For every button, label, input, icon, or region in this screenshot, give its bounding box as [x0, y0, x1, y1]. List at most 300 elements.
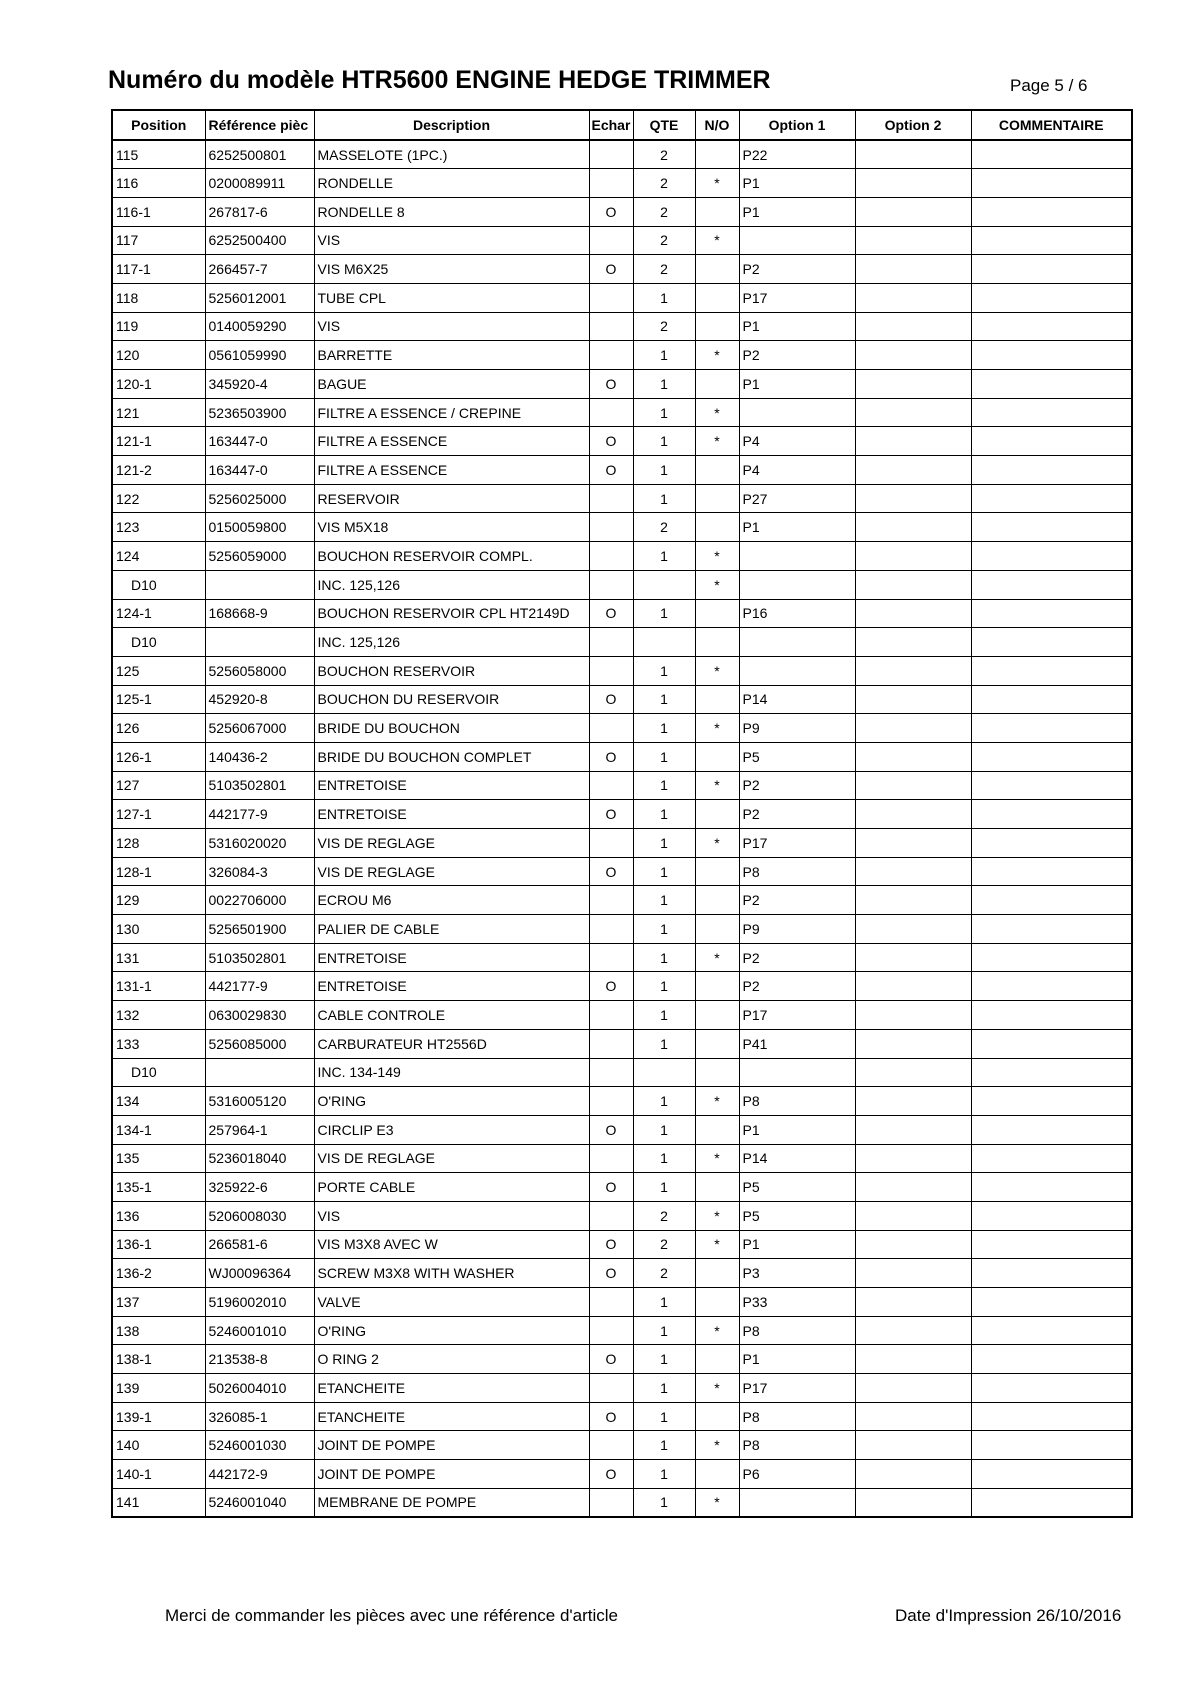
cell-option1: P41 [739, 1029, 855, 1058]
cell-position: 136-1 [112, 1230, 205, 1259]
cell-echange [589, 140, 633, 169]
cell-qte: 1 [633, 656, 695, 685]
cell-option1: P22 [739, 140, 855, 169]
cell-position: 140-1 [112, 1460, 205, 1489]
cell-description: BRIDE DU BOUCHON COMPLET [314, 742, 589, 771]
cell-no [695, 283, 739, 312]
cell-commentaire [971, 656, 1132, 685]
cell-reference: 5103502801 [205, 943, 314, 972]
table-row [112, 1144, 1132, 1173]
cell-no [695, 685, 739, 714]
cell-commentaire [971, 1460, 1132, 1489]
cell-qte: 1 [633, 1144, 695, 1173]
cell-description: CABLE CONTROLE [314, 1001, 589, 1030]
cell-description: VIS DE REGLAGE [314, 1144, 589, 1173]
cell-no: * [695, 656, 739, 685]
cell-option2 [855, 1259, 971, 1288]
cell-description: FILTRE A ESSENCE [314, 427, 589, 456]
cell-no [695, 513, 739, 542]
cell-no: * [695, 943, 739, 972]
cell-no [695, 1460, 739, 1489]
cell-option1: P6 [739, 1460, 855, 1489]
cell-option1: P1 [739, 169, 855, 198]
cell-no: * [695, 341, 739, 370]
table-row [112, 829, 1132, 858]
cell-position: 124-1 [112, 599, 205, 628]
table-row [112, 1345, 1132, 1374]
cell-option2 [855, 742, 971, 771]
cell-reference: 5196002010 [205, 1288, 314, 1317]
cell-option1: P8 [739, 1431, 855, 1460]
cell-reference: 5026004010 [205, 1374, 314, 1403]
cell-description: PALIER DE CABLE [314, 915, 589, 944]
cell-qte: 2 [633, 140, 695, 169]
cell-reference: 5316005120 [205, 1087, 314, 1116]
cell-option2 [855, 1001, 971, 1030]
cell-description: VIS M3X8 AVEC W [314, 1230, 589, 1259]
cell-echange [589, 714, 633, 743]
cell-position: 136 [112, 1201, 205, 1230]
table-row [112, 1431, 1132, 1460]
cell-option1: P1 [739, 1345, 855, 1374]
cell-echange: O [589, 1230, 633, 1259]
cell-reference: 326085-1 [205, 1402, 314, 1431]
table-row [112, 370, 1132, 399]
cell-description: BRIDE DU BOUCHON [314, 714, 589, 743]
cell-commentaire [971, 685, 1132, 714]
cell-qte: 2 [633, 255, 695, 284]
table-row [112, 341, 1132, 370]
table-row [112, 1201, 1132, 1230]
cell-qte: 2 [633, 1259, 695, 1288]
cell-no [695, 1345, 739, 1374]
cell-position: 135-1 [112, 1173, 205, 1202]
cell-commentaire [971, 398, 1132, 427]
cell-commentaire [971, 312, 1132, 341]
cell-echange [589, 1029, 633, 1058]
cell-commentaire [971, 771, 1132, 800]
cell-position: 116-1 [112, 197, 205, 226]
cell-option1: P8 [739, 1316, 855, 1345]
cell-reference: 6252500400 [205, 226, 314, 255]
table-row [112, 656, 1132, 685]
cell-option1: P8 [739, 857, 855, 886]
cell-commentaire [971, 886, 1132, 915]
cell-reference: 257964-1 [205, 1115, 314, 1144]
cell-commentaire [971, 570, 1132, 599]
cell-qte: 1 [633, 398, 695, 427]
cell-option1: P3 [739, 1259, 855, 1288]
cell-echange [589, 943, 633, 972]
table-row [112, 542, 1132, 571]
cell-no: * [695, 1488, 739, 1517]
cell-echange [589, 1058, 633, 1087]
cell-reference: 5103502801 [205, 771, 314, 800]
cell-commentaire [971, 943, 1132, 972]
cell-position: 121-1 [112, 427, 205, 456]
cell-echange: O [589, 800, 633, 829]
cell-reference: 5256058000 [205, 656, 314, 685]
cell-commentaire [971, 1259, 1132, 1288]
cell-option2 [855, 1087, 971, 1116]
cell-option2 [855, 570, 971, 599]
cell-qte [633, 1058, 695, 1087]
table-row [112, 771, 1132, 800]
cell-echange [589, 1288, 633, 1317]
cell-description: JOINT DE POMPE [314, 1431, 589, 1460]
cell-option1 [739, 542, 855, 571]
cell-commentaire [971, 456, 1132, 485]
cell-position: 127 [112, 771, 205, 800]
cell-reference: 266581-6 [205, 1230, 314, 1259]
cell-qte: 1 [633, 1029, 695, 1058]
cell-echange: O [589, 197, 633, 226]
cell-qte: 1 [633, 1345, 695, 1374]
cell-qte: 1 [633, 1288, 695, 1317]
cell-option2 [855, 829, 971, 858]
cell-no [695, 1115, 739, 1144]
cell-position: D10 [112, 1058, 205, 1087]
cell-echange [589, 1144, 633, 1173]
cell-no [695, 599, 739, 628]
table-row [112, 1402, 1132, 1431]
cell-reference: 442177-9 [205, 800, 314, 829]
table-row [112, 513, 1132, 542]
cell-description: SCREW M3X8 WITH WASHER [314, 1259, 589, 1288]
cell-option1: P4 [739, 427, 855, 456]
cell-qte: 1 [633, 283, 695, 312]
cell-echange: O [589, 742, 633, 771]
cell-option1: P5 [739, 1201, 855, 1230]
cell-reference: 325922-6 [205, 1173, 314, 1202]
cell-no [695, 456, 739, 485]
document-title: Numéro du modèle HTR5600 ENGINE HEDGE TRIMMER [108, 66, 771, 94]
cell-position: 121-2 [112, 456, 205, 485]
cell-position: D10 [112, 570, 205, 599]
cell-position: 123 [112, 513, 205, 542]
cell-commentaire [971, 1431, 1132, 1460]
cell-qte: 1 [633, 1316, 695, 1345]
cell-reference: 5256067000 [205, 714, 314, 743]
cell-qte: 2 [633, 226, 695, 255]
cell-option1: P4 [739, 456, 855, 485]
cell-echange [589, 656, 633, 685]
cell-qte: 1 [633, 1402, 695, 1431]
cell-qte: 1 [633, 370, 695, 399]
cell-reference: 5236503900 [205, 398, 314, 427]
cell-echange: O [589, 1259, 633, 1288]
cell-description: VIS DE REGLAGE [314, 857, 589, 886]
cell-reference: 0022706000 [205, 886, 314, 915]
table-row [112, 800, 1132, 829]
col-position-header: Position [112, 110, 205, 140]
cell-reference: 140436-2 [205, 742, 314, 771]
cell-no [695, 886, 739, 915]
cell-option2 [855, 542, 971, 571]
cell-description: ECROU M6 [314, 886, 589, 915]
cell-qte: 1 [633, 599, 695, 628]
cell-commentaire [971, 1316, 1132, 1345]
cell-position: 128-1 [112, 857, 205, 886]
cell-option2 [855, 427, 971, 456]
cell-option1 [739, 1058, 855, 1087]
cell-no: * [695, 226, 739, 255]
cell-reference: 5316020020 [205, 829, 314, 858]
cell-description: CARBURATEUR HT2556D [314, 1029, 589, 1058]
cell-echange: O [589, 857, 633, 886]
cell-option1 [739, 398, 855, 427]
table-row [112, 1230, 1132, 1259]
cell-description: INC. 125,126 [314, 628, 589, 657]
table-row [112, 1087, 1132, 1116]
cell-reference [205, 1058, 314, 1087]
cell-position: 136-2 [112, 1259, 205, 1288]
table-row [112, 197, 1132, 226]
cell-description: PORTE CABLE [314, 1173, 589, 1202]
cell-qte: 1 [633, 341, 695, 370]
cell-no: * [695, 1201, 739, 1230]
parts-table [111, 109, 1133, 1518]
cell-position: 121 [112, 398, 205, 427]
cell-option1: P27 [739, 484, 855, 513]
cell-echange [589, 628, 633, 657]
cell-description: VALVE [314, 1288, 589, 1317]
cell-description: RESERVOIR [314, 484, 589, 513]
cell-echange [589, 829, 633, 858]
cell-reference: 213538-8 [205, 1345, 314, 1374]
cell-no: * [695, 1087, 739, 1116]
page-number: Page 5 / 6 [1010, 76, 1088, 95]
cell-description: ETANCHEITE [314, 1374, 589, 1403]
cell-option2 [855, 1374, 971, 1403]
cell-position: 127-1 [112, 800, 205, 829]
cell-option1: P17 [739, 829, 855, 858]
cell-reference: 5246001010 [205, 1316, 314, 1345]
table-row [112, 1316, 1132, 1345]
cell-option2 [855, 1288, 971, 1317]
cell-reference: 5256059000 [205, 542, 314, 571]
cell-option2 [855, 398, 971, 427]
cell-description: BOUCHON DU RESERVOIR [314, 685, 589, 714]
cell-no: * [695, 1230, 739, 1259]
cell-position: 135 [112, 1144, 205, 1173]
cell-position: 138 [112, 1316, 205, 1345]
table-row [112, 628, 1132, 657]
cell-echange [589, 570, 633, 599]
cell-qte: 1 [633, 800, 695, 829]
cell-commentaire [971, 1374, 1132, 1403]
cell-no [695, 140, 739, 169]
cell-commentaire [971, 169, 1132, 198]
footer-note: Merci de commander les pièces avec une référence d'article [165, 1606, 619, 1625]
table-row [112, 1374, 1132, 1403]
cell-description: ENTRETOISE [314, 800, 589, 829]
cell-position: 126-1 [112, 742, 205, 771]
cell-no [695, 742, 739, 771]
cell-reference: 442172-9 [205, 1460, 314, 1489]
cell-option1: P2 [739, 255, 855, 284]
cell-position: 119 [112, 312, 205, 341]
cell-echange [589, 915, 633, 944]
col-option1-header: Option 1 [739, 110, 855, 140]
cell-no: * [695, 1316, 739, 1345]
cell-echange [589, 513, 633, 542]
cell-reference: 0140059290 [205, 312, 314, 341]
cell-echange [589, 312, 633, 341]
table-row [112, 484, 1132, 513]
cell-qte [633, 570, 695, 599]
cell-reference: 5206008030 [205, 1201, 314, 1230]
cell-reference: 452920-8 [205, 685, 314, 714]
cell-option2 [855, 685, 971, 714]
cell-reference: 0200089911 [205, 169, 314, 198]
cell-commentaire [971, 800, 1132, 829]
col-reference-header: Référence pièc [205, 110, 314, 140]
cell-qte: 2 [633, 312, 695, 341]
table-row [112, 943, 1132, 972]
cell-no [695, 972, 739, 1001]
cell-no [695, 1029, 739, 1058]
cell-reference: 168668-9 [205, 599, 314, 628]
cell-description: BARRETTE [314, 341, 589, 370]
parts-table-body [112, 140, 1132, 1517]
cell-echange [589, 226, 633, 255]
cell-qte: 1 [633, 943, 695, 972]
cell-option2 [855, 255, 971, 284]
cell-option2 [855, 140, 971, 169]
cell-position: 125 [112, 656, 205, 685]
table-row [112, 255, 1132, 284]
cell-position: 131-1 [112, 972, 205, 1001]
cell-option1: P1 [739, 370, 855, 399]
cell-reference: 163447-0 [205, 427, 314, 456]
cell-position: 139-1 [112, 1402, 205, 1431]
cell-qte: 1 [633, 829, 695, 858]
cell-description: INC. 134-149 [314, 1058, 589, 1087]
cell-option2 [855, 370, 971, 399]
cell-no [695, 628, 739, 657]
cell-commentaire [971, 140, 1132, 169]
cell-option2 [855, 341, 971, 370]
cell-no: * [695, 1144, 739, 1173]
cell-position: 122 [112, 484, 205, 513]
cell-description: ETANCHEITE [314, 1402, 589, 1431]
cell-commentaire [971, 628, 1132, 657]
cell-no: * [695, 427, 739, 456]
cell-reference: 5256012001 [205, 283, 314, 312]
cell-description: JOINT DE POMPE [314, 1460, 589, 1489]
cell-reference [205, 628, 314, 657]
table-row [112, 915, 1132, 944]
cell-no: * [695, 714, 739, 743]
cell-reference: 5256085000 [205, 1029, 314, 1058]
cell-commentaire [971, 1402, 1132, 1431]
col-description-header: Description [314, 110, 589, 140]
cell-reference: 267817-6 [205, 197, 314, 226]
cell-commentaire [971, 255, 1132, 284]
cell-option1: P2 [739, 886, 855, 915]
cell-echange [589, 542, 633, 571]
cell-echange [589, 169, 633, 198]
cell-echange: O [589, 427, 633, 456]
cell-echange: O [589, 1402, 633, 1431]
cell-commentaire [971, 972, 1132, 1001]
cell-option2 [855, 169, 971, 198]
table-row [112, 1288, 1132, 1317]
cell-echange: O [589, 1115, 633, 1144]
cell-reference: 442177-9 [205, 972, 314, 1001]
cell-commentaire [971, 1058, 1132, 1087]
cell-option1: P17 [739, 283, 855, 312]
cell-option1: P14 [739, 1144, 855, 1173]
cell-commentaire [971, 1001, 1132, 1030]
cell-echange [589, 1001, 633, 1030]
cell-reference: 0630029830 [205, 1001, 314, 1030]
cell-option2 [855, 1201, 971, 1230]
cell-position: D10 [112, 628, 205, 657]
cell-description: BOUCHON RESERVOIR [314, 656, 589, 685]
cell-reference: WJ00096364 [205, 1259, 314, 1288]
cell-description: O'RING [314, 1087, 589, 1116]
cell-commentaire [971, 915, 1132, 944]
cell-option1: P2 [739, 943, 855, 972]
cell-qte: 2 [633, 1201, 695, 1230]
cell-option1: P5 [739, 742, 855, 771]
cell-description: RONDELLE [314, 169, 589, 198]
cell-option2 [855, 1058, 971, 1087]
cell-no: * [695, 570, 739, 599]
cell-no: * [695, 1431, 739, 1460]
cell-qte: 2 [633, 513, 695, 542]
cell-commentaire [971, 1345, 1132, 1374]
table-row [112, 427, 1132, 456]
cell-commentaire [971, 226, 1132, 255]
cell-option2 [855, 1144, 971, 1173]
cell-qte: 1 [633, 1431, 695, 1460]
cell-qte: 1 [633, 542, 695, 571]
table-row [112, 1460, 1132, 1489]
cell-echange [589, 1201, 633, 1230]
cell-qte: 1 [633, 1115, 695, 1144]
cell-option2 [855, 312, 971, 341]
cell-option2 [855, 1316, 971, 1345]
cell-commentaire [971, 1115, 1132, 1144]
cell-no [695, 1259, 739, 1288]
cell-qte: 1 [633, 857, 695, 886]
cell-description: BOUCHON RESERVOIR COMPL. [314, 542, 589, 571]
cell-qte: 1 [633, 1173, 695, 1202]
cell-commentaire [971, 1087, 1132, 1116]
cell-reference: 163447-0 [205, 456, 314, 485]
cell-echange [589, 398, 633, 427]
cell-no [695, 1288, 739, 1317]
cell-qte: 2 [633, 169, 695, 198]
table-row [112, 226, 1132, 255]
cell-option2 [855, 886, 971, 915]
cell-position: 124 [112, 542, 205, 571]
cell-option1: P14 [739, 685, 855, 714]
cell-qte: 1 [633, 1488, 695, 1517]
table-row [112, 1029, 1132, 1058]
cell-description: FILTRE A ESSENCE [314, 456, 589, 485]
cell-description: MASSELOTE (1PC.) [314, 140, 589, 169]
cell-option1: P17 [739, 1374, 855, 1403]
table-row [112, 972, 1132, 1001]
table-row [112, 857, 1132, 886]
cell-echange [589, 1087, 633, 1116]
cell-qte: 1 [633, 484, 695, 513]
cell-reference: 6252500801 [205, 140, 314, 169]
